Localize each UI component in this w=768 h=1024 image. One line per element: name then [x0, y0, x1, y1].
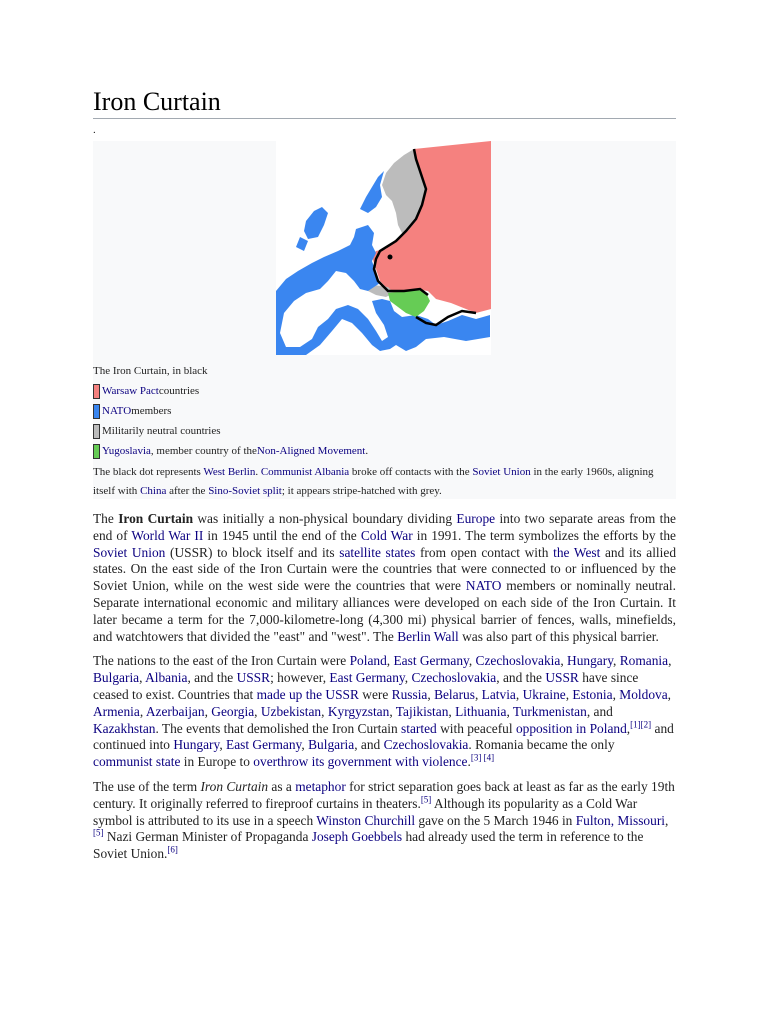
legend-neutral [93, 421, 676, 441]
nato-link[interactable]: NATO [102, 405, 132, 417]
europe-map-image[interactable] [276, 141, 491, 355]
fulton-missouri-link[interactable]: Fulton, Missouri [575, 812, 666, 828]
ussr-link[interactable]: USSR [545, 670, 579, 686]
west-berlin-link[interactable]: West Berlin [203, 466, 256, 478]
title-divider [93, 118, 676, 119]
reference-link[interactable]: [3] [470, 752, 482, 763]
caption-title-line [93, 361, 676, 381]
world-war-ii-link[interactable]: World War II [131, 527, 204, 543]
satellite-states-link[interactable]: satellite states [339, 544, 416, 560]
made-up-the-ussr-link[interactable]: made up the USSR [256, 686, 359, 702]
sino-soviet-split-link[interactable]: Sino-Soviet split [208, 485, 282, 497]
warsaw-swatch-icon [93, 384, 100, 399]
moldova-link[interactable]: Moldova [619, 686, 668, 702]
opposition-in-poland-link[interactable]: opposition in Poland [515, 720, 627, 736]
communist-albania-link[interactable]: Communist Albania [260, 466, 350, 478]
hungary-link[interactable]: Hungary [173, 737, 220, 753]
berlin-wall-link[interactable]: Berlin Wall [397, 628, 459, 644]
italic-term: Iron Curtain [200, 778, 269, 794]
bold-term: Iron Curtain [118, 511, 194, 526]
caption-text: The black dot represents [93, 466, 204, 478]
legend-text: Militarily neutral countries [102, 425, 221, 437]
started-link[interactable]: started [401, 720, 437, 736]
turkmenistan-link[interactable]: Turkmenistan [512, 703, 587, 719]
lithuania-link[interactable]: Lithuania [455, 703, 507, 719]
joseph-goebbels-link[interactable]: Joseph Goebbels [311, 829, 403, 845]
neutral-swatch-icon [93, 424, 100, 439]
bulgaria-link[interactable]: Bulgaria [308, 737, 355, 753]
caption-text: broke off contacts with the [349, 466, 473, 478]
overthrow-government-link[interactable]: overthrow its government with violence [253, 754, 468, 770]
albania-link[interactable]: Albania [145, 670, 188, 686]
east-germany-link[interactable]: East Germany [226, 737, 302, 753]
georgia-link[interactable]: Georgia [211, 703, 255, 719]
legend-text: countries [158, 385, 200, 397]
page-title: Iron Curtain [93, 87, 221, 116]
europe-link[interactable]: Europe [456, 511, 496, 526]
reference-link[interactable]: [6] [167, 844, 178, 855]
legend-warsaw [93, 381, 676, 401]
hungary-link[interactable]: Hungary [567, 653, 614, 669]
east-germany-link[interactable]: East Germany [393, 653, 469, 669]
poland-link[interactable]: Poland [349, 653, 387, 669]
nato-swatch-icon [93, 404, 100, 419]
metaphor-link[interactable]: metaphor [295, 778, 346, 794]
azerbaijan-link[interactable]: Azerbaijan [145, 703, 205, 719]
reference-link[interactable]: [5] [420, 794, 432, 805]
czechoslovakia-link[interactable]: Czechoslovakia [411, 670, 497, 686]
legend-text: , member country of the [150, 445, 257, 457]
ussr-link[interactable]: USSR [236, 670, 271, 686]
ukraine-link[interactable]: Ukraine [522, 686, 566, 702]
soviet-union-link[interactable]: Soviet Union [93, 544, 166, 560]
map-caption [93, 361, 676, 501]
article [93, 86, 676, 871]
paragraph-eastern-nations: The nations to the east of the Iron Curtain were Poland, East Germany, Czechoslovakia, Hungary, Romania, Bulgaria, Albania, and the USSR; however, East Germany, Czechoslovakia, and the USSR have since ceased to exist. Countries that made up the USSR were Russia, Belarus, Latvia, Ukraine, Estonia, Moldova, Armenia, Azerbaijan, Georgia, Uzbekistan, Kyrgyzstan, Tajikistan, Lithuania, Turkmenistan, and Kazakhstan. The events that demolished the Iron Curtain started with peaceful opposition in Poland,[1][2] and continued into Hungary, East Germany, Bulgaria, and Czechoslovakia. Romania became the only communist state in Europe to overthrow its government with violence.[3] [4] [93, 653, 674, 770]
infobox [93, 141, 676, 499]
czechoslovakia-link[interactable]: Czechoslovakia [383, 737, 469, 753]
warsaw-pact-link[interactable]: Warsaw Pact [102, 385, 159, 397]
caption-text: . [255, 466, 261, 478]
reference-link[interactable]: [1] [630, 719, 641, 730]
cold-war-link[interactable]: Cold War [360, 527, 413, 543]
reference-link[interactable]: [4] [483, 752, 495, 763]
caption-text: after the [166, 485, 209, 497]
kyrgyzstan-link[interactable]: Kyrgyzstan [327, 703, 390, 719]
communist-state-link[interactable]: communist state [93, 754, 181, 770]
legend-yugoslavia [93, 441, 676, 461]
yugoslavia-swatch-icon [93, 444, 100, 459]
reference-link[interactable]: [2] [640, 719, 652, 730]
paragraph-etymology: The use of the term Iron Curtain as a metaphor for strict separation goes back at least as far as the early 19th century. It originally referred to fireproof curtains in theaters.[5] Although its popularity as a Cold War symbol is attributed to its use in a speech Winston Churchill gave on the 5 March 1946 in Fulton, Missouri,[5] Nazi German Minister of Propaganda Joseph Goebbels had already used the term in reference to the Soviet Union.[6] [93, 778, 675, 862]
article-body [93, 511, 676, 863]
non-aligned-movement-link[interactable]: Non-Aligned Movement [256, 445, 366, 457]
nato-link[interactable]: NATO [465, 578, 502, 594]
caption-text: ; it appears stripe-hatched with grey. [281, 485, 442, 497]
winston-churchill-link[interactable]: Winston Churchill [316, 812, 416, 828]
romania-link[interactable]: Romania [619, 653, 669, 669]
east-germany-link[interactable]: East Germany [329, 670, 405, 686]
estonia-link[interactable]: Estonia [572, 686, 613, 702]
uzbekistan-link[interactable]: Uzbekistan [260, 703, 322, 719]
czechoslovakia-link[interactable]: Czechoslovakia [475, 653, 561, 669]
kazakhstan-link[interactable]: Kazakhstan [93, 720, 156, 736]
tajikistan-link[interactable]: Tajikistan [395, 703, 449, 719]
paragraph-intro: The Iron Curtain was initially a non-physical boundary dividing Europe into two separate areas from the end of World War II in 1945 until the end of the Cold War in 1991. The term symbolizes the efforts by the Soviet Union (USSR) to block itself and its satellite states from open contact with the West and its allied states. On the east side of the Iron Curtain were the countries that were connected to or influenced by the Soviet Union, while on the west side were the countries that were NATO members or nominally neutral. Separate international economic and military alliances were developed on each side of the Iron Curtain. It later became a term for the 7,000-kilometre-long (4,300 mi) physical barrier of fences, walls, minefields, and watchtowers that divided the "east" and "west". The Berlin Wall was also part of this physical barrier. [93, 511, 677, 644]
china-link[interactable]: China [140, 485, 167, 497]
the-west-link[interactable]: the West [553, 544, 601, 560]
armenia-link[interactable]: Armenia [93, 703, 140, 719]
reference-link[interactable]: [5] [93, 827, 104, 838]
caption-note [93, 463, 676, 501]
latvia-link[interactable]: Latvia [481, 686, 516, 702]
belarus-link[interactable]: Belarus [434, 686, 475, 702]
legend-text: members [131, 405, 172, 417]
legend-text: . [365, 445, 369, 457]
caption-title: The Iron Curtain, in black [93, 365, 208, 377]
russia-link[interactable]: Russia [391, 686, 428, 702]
caption-text: in the early 1960s, aligning itself with [93, 466, 654, 497]
yugoslavia-link[interactable]: Yugoslavia [102, 445, 151, 457]
bulgaria-link[interactable]: Bulgaria [93, 670, 140, 686]
soviet-union-link[interactable]: Soviet Union [472, 466, 531, 478]
hatnote-dot: . [93, 124, 96, 136]
legend-nato [93, 401, 676, 421]
